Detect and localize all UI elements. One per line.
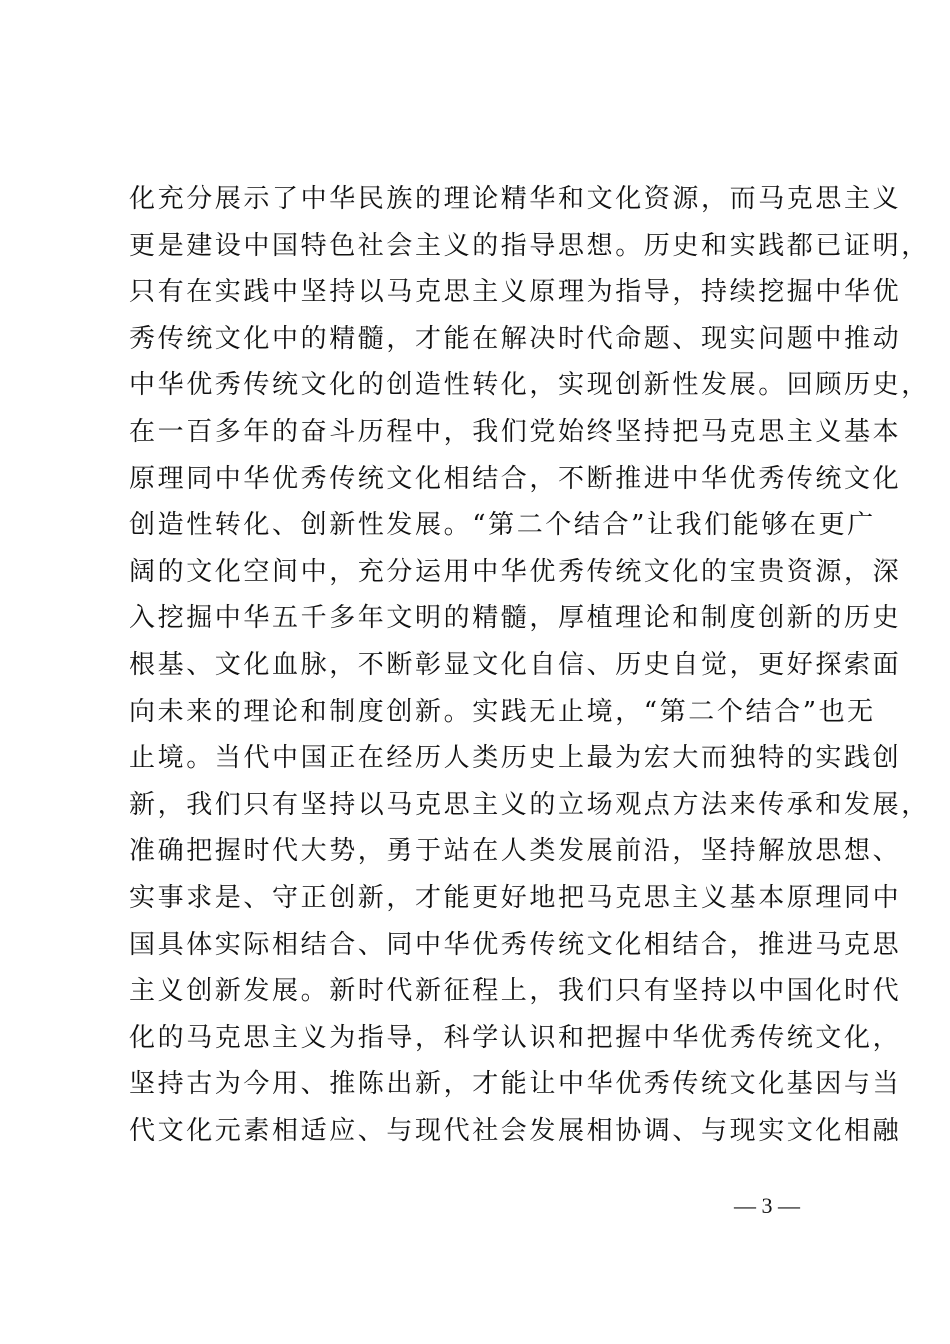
- text-line: 在一百多年的奋斗历程中，我们党始终坚持把马克思主义基本: [129, 416, 902, 447]
- text-line: 实事求是、守正创新，才能更好地把马克思主义基本原理同中: [129, 882, 902, 913]
- text-line: 阔的文化空间中，充分运用中华优秀传统文化的宝贵资源，深: [129, 556, 902, 587]
- text-line: 坚持古为今用、推陈出新，才能让中华优秀传统文化基因与当: [129, 1069, 902, 1100]
- body-text: [129, 176, 930, 1154]
- text-line: 入挖掘中华五千多年文明的精髓，厚植理论和制度创新的历史: [129, 603, 902, 634]
- text-line: 化充分展示了中华民族的理论精华和文化资源，而马克思主义: [129, 184, 902, 214]
- text-line: 创造性转化、创新性发展。“第二个结合”让我们能够在更广: [129, 510, 876, 541]
- text-line: 止境。当代中国正在经历人类历史上最为宏大而独特的实践创: [129, 743, 902, 774]
- text-line: 根基、文化血脉，不断彰显文化自信、历史自觉，更好探索面: [129, 649, 902, 680]
- text-line: 只有在实践中坚持以马克思主义原理为指导，持续挖掘中华优: [129, 277, 902, 308]
- page-number: — 3 —: [734, 1193, 800, 1218]
- text-line: 向未来的理论和制度创新。实践无止境，“第二个结合”也无: [129, 696, 876, 727]
- text-line: 主义创新发展。新时代新征程上，我们只有坚持以中国化时代: [129, 976, 902, 1007]
- text-line: 准确把握时代大势，勇于站在人类发展前沿，坚持解放思想、: [129, 836, 902, 867]
- text-line: 秀传统文化中的精髓，才能在解决时代命题、现实问题中推动: [129, 323, 902, 354]
- text-line: 国具体实际相结合、同中华优秀传统文化相结合，推进马克思: [129, 929, 902, 960]
- text-line: 更是建设中国特色社会主义的指导思想。历史和实践都已证明，: [129, 230, 930, 261]
- text-line: 化的马克思主义为指导，科学认识和把握中华优秀传统文化，: [129, 1022, 902, 1053]
- text-line: 代文化元素相适应、与现代社会发展相协调、与现实文化相融: [129, 1115, 902, 1146]
- text-line: 新，我们只有坚持以马克思主义的立场观点方法来传承和发展，: [129, 789, 930, 820]
- text-line: 原理同中华优秀传统文化相结合，不断推进中华优秀传统文化: [129, 463, 902, 494]
- text-line: 中华优秀传统文化的创造性转化，实现创新性发展。回顾历史，: [129, 370, 930, 401]
